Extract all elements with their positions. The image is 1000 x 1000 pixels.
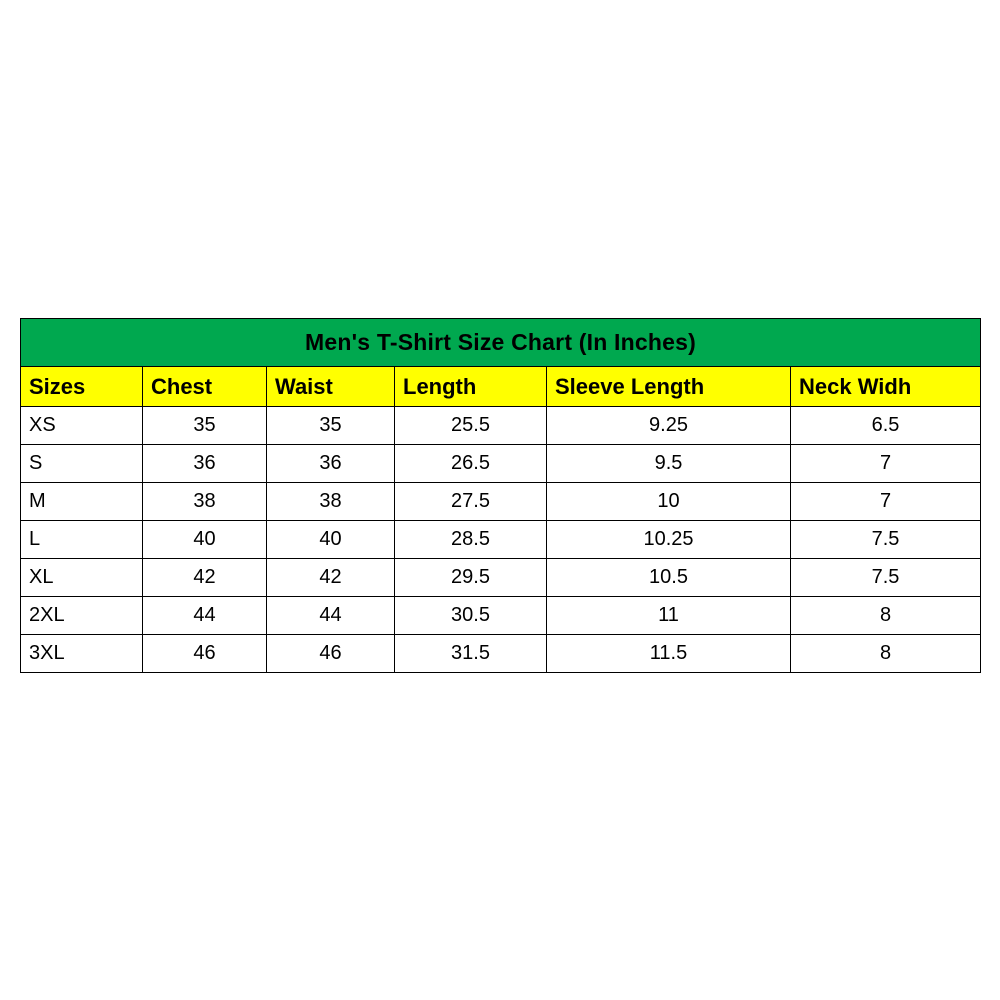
table-cell-value: 25.5	[395, 407, 547, 445]
column-header-waist: Waist	[267, 367, 395, 407]
table-cell-value: 38	[143, 483, 267, 521]
table-cell-value: 44	[267, 597, 395, 635]
table-row	[21, 521, 981, 559]
column-header-neck-width: Neck Widh	[791, 367, 981, 407]
table-cell-value: 10	[547, 483, 791, 521]
table-cell-value: 9.5	[547, 445, 791, 483]
table-cell-size: XL	[21, 559, 143, 597]
table-cell-size: M	[21, 483, 143, 521]
table-cell-value: 35	[267, 407, 395, 445]
table-cell-size: XS	[21, 407, 143, 445]
table-cell-value: 28.5	[395, 521, 547, 559]
table-cell-value: 8	[791, 597, 981, 635]
table-cell-value: 40	[267, 521, 395, 559]
table-cell-value: 40	[143, 521, 267, 559]
table-cell-value: 9.25	[547, 407, 791, 445]
table-cell-size: 3XL	[21, 635, 143, 673]
table-cell-size: S	[21, 445, 143, 483]
table-cell-value: 10.5	[547, 559, 791, 597]
table-cell-value: 30.5	[395, 597, 547, 635]
table-cell-value: 11	[547, 597, 791, 635]
table-cell-value: 7	[791, 483, 981, 521]
table-row	[21, 559, 981, 597]
table-cell-value: 35	[143, 407, 267, 445]
table-cell-value: 46	[143, 635, 267, 673]
table-cell-value: 11.5	[547, 635, 791, 673]
table-cell-value: 7.5	[791, 521, 981, 559]
table-cell-size: L	[21, 521, 143, 559]
table-cell-value: 42	[267, 559, 395, 597]
table-row	[21, 445, 981, 483]
chart-title: Men's T-Shirt Size Chart (In Inches)	[21, 319, 981, 367]
table-cell-value: 31.5	[395, 635, 547, 673]
table-cell-value: 44	[143, 597, 267, 635]
size-chart-table	[20, 318, 981, 673]
table-cell-value: 6.5	[791, 407, 981, 445]
table-row	[21, 483, 981, 521]
column-header-sleeve-length: Sleeve Length	[547, 367, 791, 407]
table-cell-value: 26.5	[395, 445, 547, 483]
column-header-sizes: Sizes	[21, 367, 143, 407]
chart-header-row	[21, 367, 981, 407]
table-cell-value: 42	[143, 559, 267, 597]
table-row	[21, 635, 981, 673]
table-cell-size: 2XL	[21, 597, 143, 635]
column-header-length: Length	[395, 367, 547, 407]
table-cell-value: 27.5	[395, 483, 547, 521]
table-cell-value: 7	[791, 445, 981, 483]
table-row	[21, 597, 981, 635]
table-row	[21, 407, 981, 445]
table-cell-value: 29.5	[395, 559, 547, 597]
column-header-chest: Chest	[143, 367, 267, 407]
table-cell-value: 8	[791, 635, 981, 673]
table-cell-value: 38	[267, 483, 395, 521]
chart-title-row	[21, 319, 981, 367]
table-cell-value: 36	[143, 445, 267, 483]
table-cell-value: 7.5	[791, 559, 981, 597]
table-cell-value: 46	[267, 635, 395, 673]
size-chart-container	[20, 318, 980, 673]
table-cell-value: 36	[267, 445, 395, 483]
table-cell-value: 10.25	[547, 521, 791, 559]
